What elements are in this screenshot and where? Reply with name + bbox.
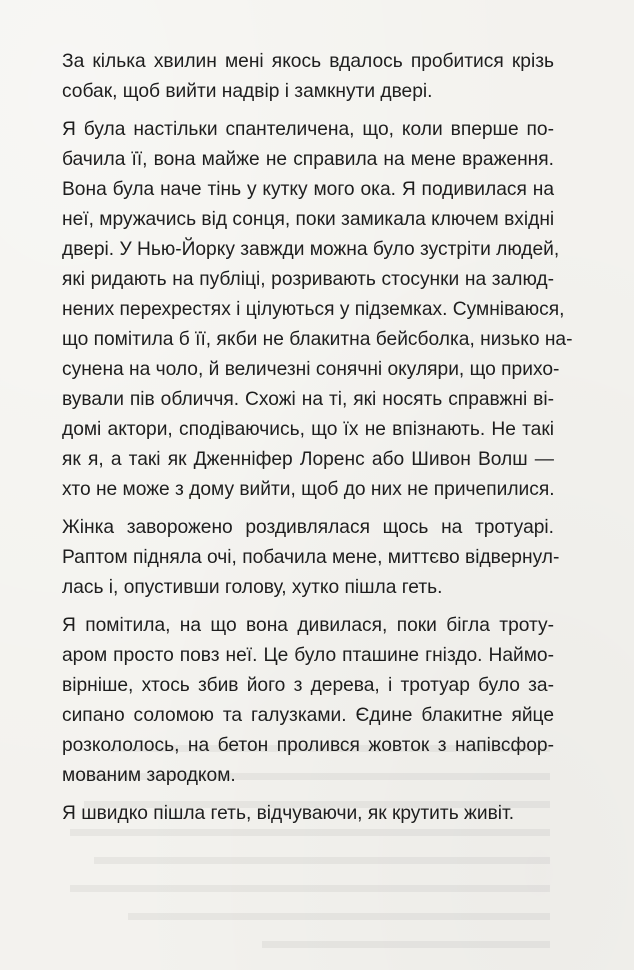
text-line: вірніше, хтось збив його з дерева, і тротуар було за-: [62, 675, 554, 696]
show-through-line: [128, 896, 550, 920]
text-line: сунена на чоло, й величезні сонячні окуляри, що прихо-: [62, 359, 560, 380]
text-line: Вона була наче тінь у кутку мого ока. Я подивилася на: [62, 179, 554, 200]
paragraph: [62, 799, 554, 829]
show-through-line: [262, 924, 550, 948]
text-line: розкололось, на бетон пролився жовток з напівсфор-: [62, 735, 554, 756]
text-line: бачила її, вона майже не справила на мене враження.: [62, 149, 554, 170]
paragraph: [62, 115, 573, 505]
body-text: [62, 47, 573, 837]
text-line: Я швидко пішла геть, відчуваючи, як крутить живіт.: [62, 803, 515, 824]
text-line: лась і, опустивши голову, хутко пішла геть.: [62, 577, 443, 598]
text-line: сипано соломою та галузками. Єдине блакитне яйце: [62, 705, 554, 726]
text-line: двері. У Нью-Йорку завжди можна було зустріти людей,: [62, 239, 560, 260]
text-line: домі актори, сподіваючись, що їх не впізнають. Не такі: [62, 419, 554, 440]
text-line: За кілька хвилин мені якось вдалось пробитися крізь: [62, 51, 554, 72]
text-line: Жінка заворожено роздивлялася щось на тротуарі.: [62, 517, 554, 538]
text-line: мованим зародком.: [62, 765, 236, 786]
text-line: Я була настільки спантеличена, що, коли вперше по-: [62, 119, 554, 140]
text-line: неї, мружачись від сонця, поки замикала ключем вхідні: [62, 209, 555, 230]
text-line: нених перехрестях і цілуються у підземках. Сумніваюся,: [62, 299, 565, 320]
text-line: хто не може з дому вийти, щоб до них не причепилися.: [62, 479, 555, 500]
text-line: аром просто повз неї. Це було пташине гніздо. Наймо-: [62, 645, 554, 666]
paragraph: [62, 47, 554, 107]
paragraph: [62, 513, 560, 603]
text-line: як я, а такі як Дженніфер Лоренс або Шивон Волш —: [62, 449, 554, 470]
paragraph: [62, 611, 554, 791]
show-through-line: [70, 868, 550, 892]
text-line: Я помітила, на що вона дивилася, поки бігла троту-: [62, 615, 554, 636]
text-line: що помітила б її, якби не блакитна бейсболка, низько на-: [62, 329, 573, 350]
text-line: які ридають на публіці, розривають стосунки на залюд-: [62, 269, 554, 290]
text-line: Раптом підняла очі, побачила мене, миттєво відвернул-: [62, 547, 560, 568]
text-line: собак, щоб вийти надвір і замкнути двері.: [62, 81, 433, 102]
text-line: вували пів обличчя. Схожі на ті, які носять справжні ві-: [62, 389, 554, 410]
show-through-line: [94, 840, 550, 864]
